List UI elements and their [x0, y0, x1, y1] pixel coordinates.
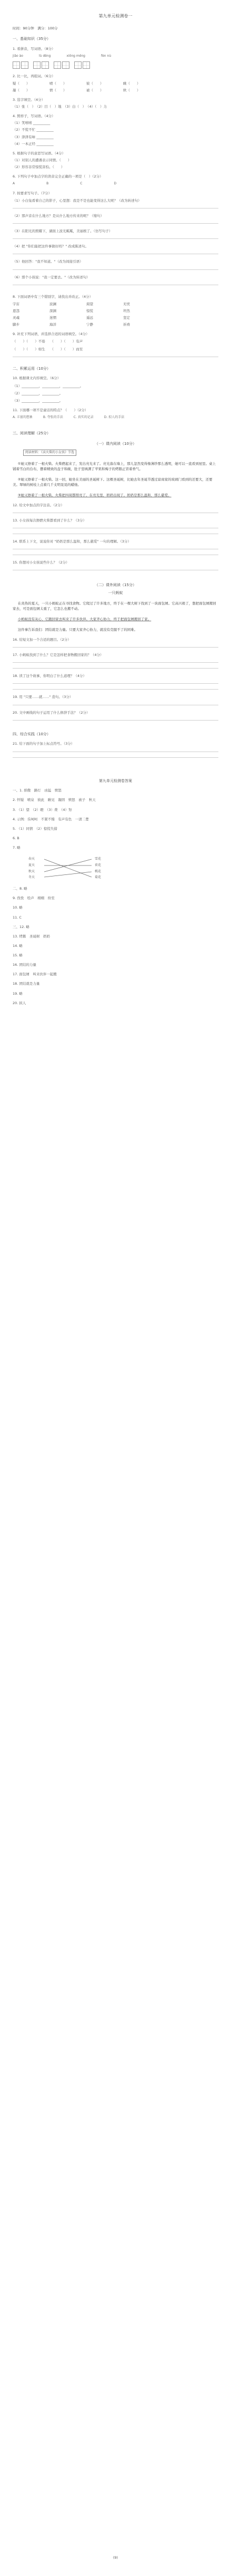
option[interactable]: B. 夸张的手法	[43, 415, 63, 419]
reading-question: 13. 小女孩每次擦燃火柴都看到了什么？（3分）	[13, 518, 87, 523]
option-label[interactable]: A	[13, 182, 15, 186]
question-3-line: （1）张（ ） （2）目（ ）地 （3）白（ ） （4）（ ）力	[13, 105, 107, 109]
passage-paragraph: 小蚂蚁没有灰心，它跑回家去叫来了许多伙伴。大家齐心协力，终于把面包屑搬回了家。	[17, 617, 152, 621]
answer-line[interactable]	[13, 647, 218, 648]
answer-row: 5. （1）同情 （2）惊慌失措	[13, 826, 57, 831]
match-right: 雪花	[95, 857, 102, 861]
q10-line: （3）__________，__________。	[13, 398, 63, 403]
writing-box[interactable]	[83, 61, 90, 69]
answer-row: 3. （1）望 （2）瞪 （3）费 （4）努	[13, 807, 72, 812]
option[interactable]: D. 拟人的手法	[104, 415, 125, 419]
pinyin-item: lù dēng	[38, 54, 51, 58]
section-heading-3: 三、阅读理解（25分）	[13, 431, 51, 435]
answer-row: 4. 示例：乐呵呵 不紧不慢 有声有色 一清二楚	[13, 817, 89, 821]
writing-box[interactable]	[21, 61, 28, 69]
compare-item: 瞅（ ）	[123, 81, 140, 86]
pinyin-item: fèn nù	[101, 54, 112, 58]
word-item: 宁静	[86, 322, 93, 327]
question-2: 2. 比一比，再组词。（6分）	[13, 74, 55, 78]
answer-row: 13. 烤鹅 圣诞树 奶奶	[13, 934, 50, 938]
reading-title-2: （二）课外阅读（15分）	[95, 583, 136, 588]
answer-row: 7. 略	[13, 846, 21, 850]
writing-box[interactable]	[74, 61, 82, 69]
word-item: 波澜	[49, 301, 56, 306]
answer-line[interactable]	[13, 668, 218, 669]
section-heading-2: 二、积累运用（10分）	[13, 366, 51, 371]
word-item: 宇宙	[13, 301, 19, 306]
pinyin-item: jiāo ào	[13, 54, 23, 58]
question-8: 8. 下面词语中有三个错别字，请找出并改正。（4分）	[13, 294, 93, 299]
answer-line[interactable]	[13, 662, 218, 663]
q7-line: （5）他回答："我不知道。"（改为间接引语）	[13, 259, 83, 264]
passage-paragraph: 在炎热的夏天，一只小蚂蚁正在寻找食物。它爬过了许多地方，终于在一棵大树下找到了一块面包屑。它高兴极了，想把面包屑搬回家去，可是面包屑太重了，它怎么也搬不动。	[13, 601, 216, 611]
q4-line: （1）笑嘻嘻 __________	[13, 121, 51, 126]
word-item: 恩怨	[13, 308, 19, 313]
answer-row: 三、12. 略	[13, 924, 29, 929]
passage-paragraph: ①她又擦着了一根火柴。火柴燃起来了，发出亮光来了。亮光落在墙上，那儿忽然变得像薄纱那么透明，她可以一直看到屋里。桌上铺着雪白的台布，摆着精致的盘子和碗，肚子里填满了苹果和梅子的烤鹅正冒着香气。	[13, 461, 216, 471]
question-11: 11. 下面哪一项不是童话的特点？（ ）（2分）	[13, 408, 88, 412]
q9-line: （ ）（ ）不倦 （ ）（ ）有声	[13, 339, 83, 344]
reading-question: 15. 你想对小女孩说些什么？（2分）	[13, 560, 69, 565]
reading-subtitle: 一只蚂蚁	[108, 591, 123, 596]
q11-options	[13, 415, 218, 420]
q7-line: （2）那声音在什么地方？是从什么地方传来的呢？（缩句）	[13, 214, 104, 218]
reading-box: 阅读材料：《卖火柴的小女孩》节选	[23, 450, 76, 456]
answer-row: 15. 略	[13, 953, 23, 958]
word-item: 渴望	[86, 301, 93, 306]
exam-meta: 时间：90分钟 满分：100分	[13, 26, 58, 30]
passage-paragraph: ②她又擦着了一根火柴。这一回，她坐在美丽的圣诞树下。这棵圣诞树，比她去年圣诞节透过富商家的玻璃门看到的还要大，还要美。翠绿的树枝上点着几千支明晃晃的蜡烛。	[13, 477, 213, 487]
match-right: 菊花	[95, 875, 102, 880]
reading-question: 17. 小蚂蚁找到了什么？它是怎样把食物搬回家的？（4分）	[13, 653, 104, 658]
word-item: 坦然	[123, 308, 130, 313]
answer-line[interactable]	[13, 689, 218, 690]
word-item: 海洋	[49, 322, 56, 327]
exam-paper	[13, 12, 218, 2564]
section-heading-1: 一、基础知识（35分）	[13, 37, 51, 41]
compare-item: 愤（ ）	[49, 88, 67, 92]
reading-question: 12. 给文中加点的字注音。（2分）	[13, 503, 64, 507]
q5-line: （2）形容非常惊慌害怕。（ ）	[13, 165, 65, 169]
writing-box[interactable]	[13, 61, 20, 69]
compare-item: 喷（ ）	[49, 81, 67, 86]
matching-diagram	[28, 856, 113, 881]
match-right: 荷花	[95, 863, 102, 868]
q4-line: （4）一本正经 __________	[13, 141, 54, 146]
reading-question: 16. 给短文加一个合适的题目。（2分）	[13, 638, 71, 642]
answer-row: 一、1. 骄傲 路灯 凶猛 愤怒	[13, 788, 62, 793]
answers-title: 第九单元检测卷答案	[99, 778, 132, 783]
match-left: 夏天	[28, 863, 35, 868]
box-pair	[13, 61, 28, 69]
match-left: 春天	[28, 857, 35, 861]
q7-line: （3）在阳光的照耀下，湖面上波光粼粼，美丽极了。（仿写句子）	[13, 229, 113, 234]
option-label[interactable]: B	[46, 182, 49, 186]
word-item: 祈祷	[123, 322, 130, 327]
word-item: 脚步	[13, 322, 19, 327]
answer-line[interactable]	[13, 757, 218, 758]
answer-row: 2. 怀疑 喷泉 彼此 瞅见 凝固 愤怒 被子 秋天	[13, 798, 96, 802]
reading-question: 19. 用 "只要……就……" 造句。（3分）	[13, 695, 73, 700]
answer-line[interactable]	[13, 269, 218, 270]
option[interactable]: A. 丰富的想象	[13, 415, 33, 419]
answer-line[interactable]	[13, 223, 218, 224]
reading-question: 14. 联系上下文，说说你对 "奶奶是那么温和，那么慈爱" 一句的理解。（3分）	[13, 539, 131, 544]
q4-line: （2）不慌不忙 __________	[13, 128, 54, 132]
question-5: 5. 根据句子的意思写词语。（4分）	[13, 151, 66, 155]
compare-grid	[13, 81, 160, 92]
answer-row: 18. 团结就是力量	[13, 982, 40, 986]
answer-line[interactable]	[13, 238, 218, 239]
q4-line: （3）津津有味 __________	[13, 134, 54, 139]
reading-question: 20. 文中画线的句子运用了什么修辞手法？（2分）	[13, 710, 90, 715]
box-pair	[74, 61, 90, 69]
question-3: 3. 选字填空。（4分）	[13, 97, 45, 102]
question-10: 10. 根据课文内容填空。（6分）	[13, 376, 61, 381]
answer-row: 11. C	[13, 915, 22, 920]
question-1: 1. 看拼音，写词语。（8分）	[13, 46, 55, 51]
option-label[interactable]: C	[80, 182, 83, 186]
answer-line[interactable]	[13, 683, 218, 684]
answer-row: 17. 面包屑 叫来伙伴一起搬	[13, 972, 57, 977]
pinyin-item: xiōng měng	[66, 54, 85, 58]
writing-box[interactable]	[33, 61, 41, 69]
word-item: 灵魂	[13, 316, 19, 320]
q7-line: （6）那个小孩说："我一定要去。"（改为转述句）	[13, 275, 90, 279]
compare-item: 秋（ ）	[123, 88, 140, 92]
passage-paragraph: 这件事告诉我们：团结就是力量。只要大家齐心协力，就没有克服不了的困难。	[17, 628, 138, 632]
option-label[interactable]: D	[114, 182, 117, 186]
answer-row: 10. 略	[13, 905, 23, 910]
answer-row: 6. B	[13, 836, 19, 840]
question-7: 7. 按要求写句子。（7分）	[13, 191, 52, 195]
question-21: 21. 给下面的句子加上标点符号。（3分）	[13, 742, 75, 746]
compare-item: 凝（ ）	[13, 88, 30, 92]
answer-row: 14. 略	[13, 943, 23, 948]
reading-title-1: （一）课内阅读（10分）	[95, 442, 136, 446]
exam-title: 第九单元检测卷一	[98, 14, 133, 18]
option[interactable]: C. 真实的记录	[73, 415, 94, 419]
q10-line: （1）__________，__________，__________。	[13, 383, 84, 388]
writing-box[interactable]	[62, 61, 69, 69]
passage-paragraph: ③她又擦着了一根火柴。火柴把四周都照亮了。在亮光里，奶奶出现了。奶奶是那么温和，那么慈爱。	[17, 493, 172, 497]
word-item: 坚定	[123, 316, 130, 320]
q7-line: （4）把 "你们能把这件事做好吗？" 改成陈述句。	[13, 244, 89, 249]
answer-row: 19. 略	[13, 991, 23, 996]
section-heading-4: 四、综合实践（10分）	[13, 732, 51, 736]
word-item: 惊慌	[86, 308, 93, 313]
q9-line: （ ）（ ）如生 （ ）（ ）而至	[13, 347, 83, 351]
match-left: 冬天	[28, 875, 35, 880]
word-item: 深渊	[49, 308, 56, 313]
word-grid	[13, 302, 160, 327]
word-item: 遥远	[86, 316, 93, 320]
q7-line: （1）小白兔看着自己的影子，心里想：我是不是也能变得这么大呢？（改为转述句）	[13, 198, 142, 203]
writing-box[interactable]	[42, 61, 49, 69]
writing-box[interactable]	[54, 61, 61, 69]
q10-line: （2）__________，__________。	[13, 391, 63, 395]
answer-row: 16. 团结的力量	[13, 963, 36, 967]
word-item: 无忧	[123, 301, 130, 306]
page-number: (9)	[113, 2555, 118, 2560]
match-left: 秋天	[28, 870, 35, 874]
question-6: 6. 下列句子中加点字的读音完全正确的一项是（ ）（2分）	[13, 174, 103, 179]
word-item: 迷惘	[49, 316, 56, 320]
question-9: 9. 补充下列词语，并选择合适的词语填空。（4分）	[13, 332, 89, 337]
pinyin-row	[13, 54, 218, 58]
match-right: 桃花	[95, 870, 102, 874]
box-pair	[33, 61, 49, 69]
question-4: 4. 照样子，写词语。（4分）	[13, 114, 55, 119]
compare-item: 彼（ ）	[86, 81, 104, 86]
answer-row: 二、8. 略	[13, 887, 27, 891]
compare-item: 被（ ）	[86, 88, 104, 92]
answer-row: 20. 拟人	[13, 1000, 26, 1005]
reading-question: 18. 读了这个故事，你明白了什么道理？（4分）	[13, 674, 87, 679]
box-pair	[54, 61, 69, 69]
compare-item: 疑（ ）	[13, 81, 30, 86]
tian-grid-row	[13, 61, 218, 69]
q5-line: （1）对别人的遭遇表示同情。（ ）	[13, 158, 72, 162]
answer-line[interactable]	[13, 720, 218, 721]
answer-row: 9. 孜孜 绘声 栩栩 纷至	[13, 896, 55, 901]
q6-options	[13, 182, 218, 186]
